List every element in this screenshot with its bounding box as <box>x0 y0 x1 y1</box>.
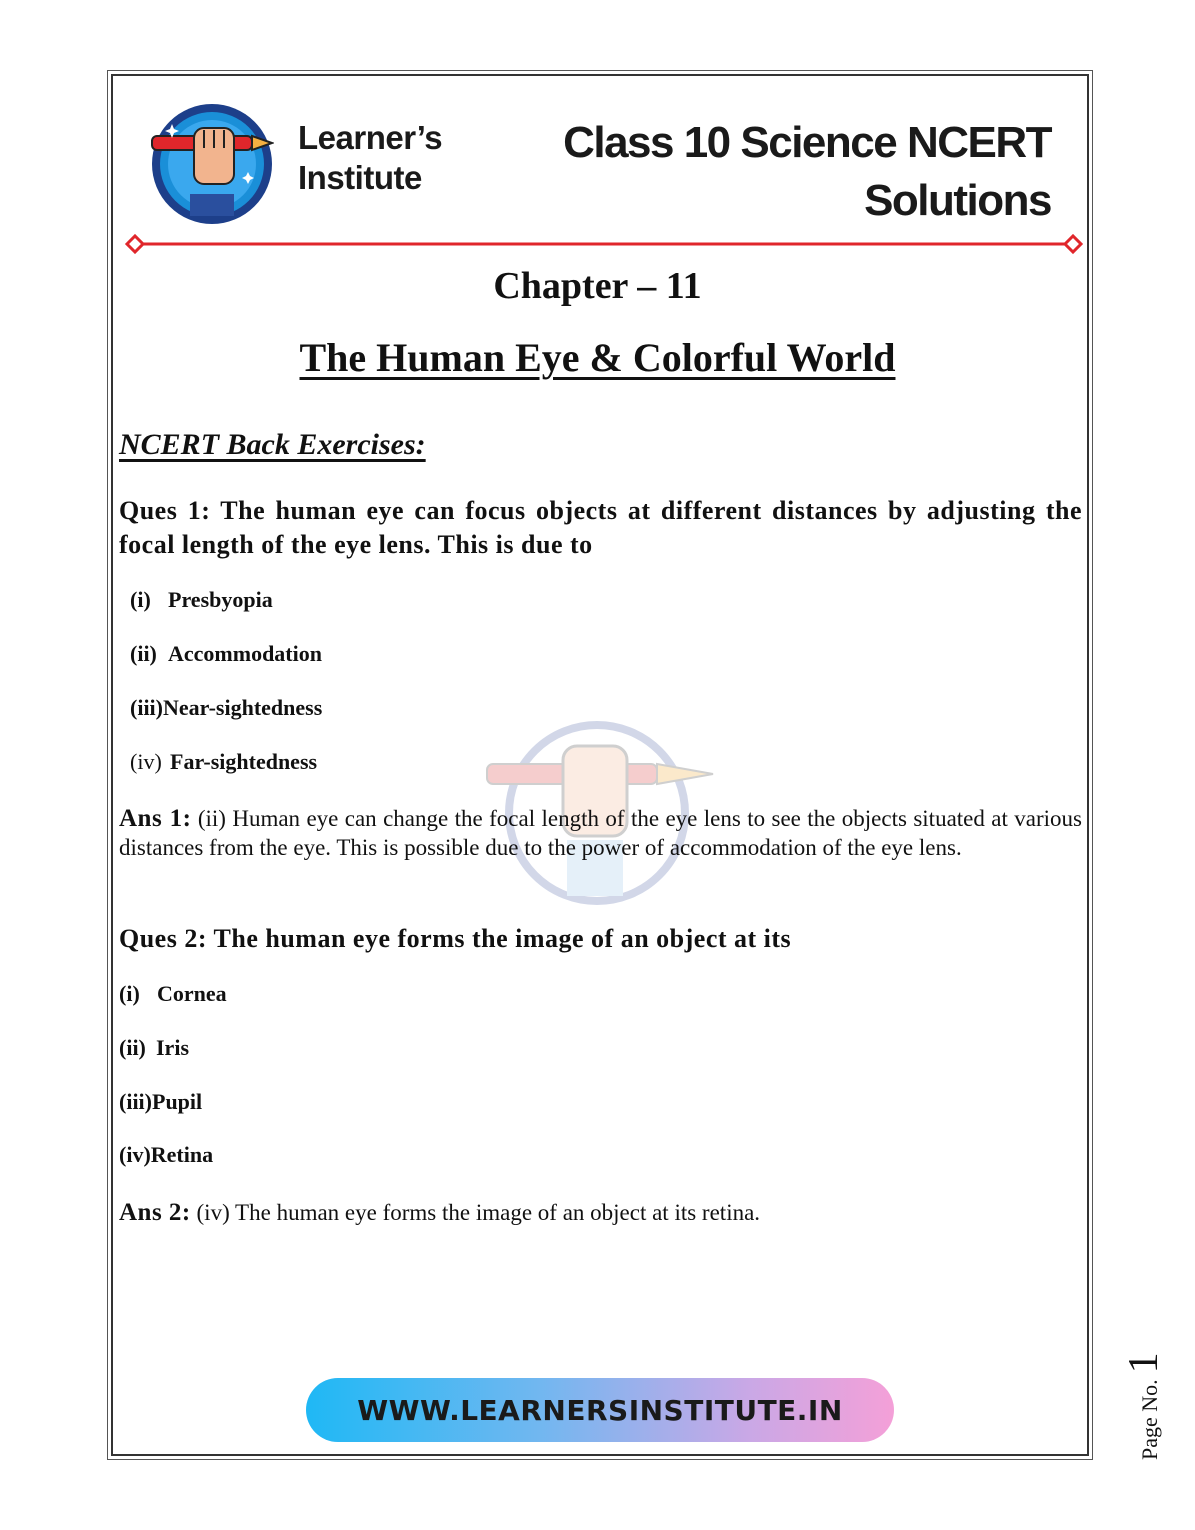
option-number: (i) <box>119 981 140 1006</box>
option-number: (i) <box>130 587 151 612</box>
question-2-option-1 <box>119 980 227 1008</box>
option-text: Pupil <box>152 1089 203 1114</box>
option-text: Cornea <box>157 981 227 1006</box>
website-link[interactable]: WWW.LEARNERSINSTITUTE.IN <box>306 1378 894 1442</box>
option-number: (iv) <box>130 749 162 774</box>
question-2-option-2 <box>119 1034 189 1062</box>
page-label: Page No. <box>1137 1379 1162 1460</box>
question-1: Ques 1: The human eye can focus objects at different distances by adjusting the focal length of the eye lens. This is due to <box>119 496 1082 559</box>
header-divider <box>124 233 1084 255</box>
brand-name <box>298 118 442 198</box>
answer-text: (ii) Human eye can change the focal length of the eye lens to see the objects situated at various distances from the eye. This is possible due to the power of accommodation of the eye lens. <box>119 806 1082 860</box>
chapter-title-text: The Human Eye & Colorful World <box>299 335 896 380</box>
section-heading: NCERT Back Exercises: <box>119 428 426 461</box>
option-number: (ii) <box>130 641 157 666</box>
question-1-option-1 <box>130 586 273 614</box>
option-text: Accommodation <box>168 641 322 666</box>
chapter-title <box>0 332 1195 384</box>
option-text: Retina <box>150 1142 214 1167</box>
option-number: (iii) <box>119 1089 152 1114</box>
option-text: Far-sightedness <box>170 749 318 774</box>
question-2: Ques 2: The human eye forms the image of an object at its <box>119 924 792 953</box>
question-1-option-3 <box>130 694 322 722</box>
option-text: Iris <box>156 1035 189 1060</box>
option-number: (ii) <box>119 1035 146 1060</box>
answer-text: (iv) The human eye forms the image of an object at its retina. <box>196 1200 761 1225</box>
brand-line-2: Institute <box>298 159 422 196</box>
question-2-option-4 <box>119 1141 213 1169</box>
option-number: (iii) <box>130 695 163 720</box>
page-number-value: 1 <box>1121 1352 1167 1374</box>
brand-line-1: Learner’s <box>298 119 443 156</box>
answer-2 <box>119 1198 1082 1227</box>
option-text: Presbyopia <box>168 587 273 612</box>
question-1-option-2 <box>130 640 322 668</box>
answer-1 <box>119 804 1082 862</box>
learners-institute-logo-icon <box>150 102 274 226</box>
document-title <box>563 114 1051 230</box>
answer-label: Ans 1: <box>119 805 192 832</box>
answer-label: Ans 2: <box>119 1199 191 1226</box>
document-title-line-1: Class 10 Science NCERT <box>563 118 1051 167</box>
page-number <box>1120 1352 1168 1460</box>
option-number: (iv) <box>119 1142 151 1167</box>
question-2-option-3 <box>119 1088 202 1116</box>
document-title-line-2: Solutions <box>864 176 1051 225</box>
question-1-option-4 <box>130 748 317 776</box>
option-text: Near-sightedness <box>163 695 323 720</box>
chapter-number: Chapter – 11 <box>493 265 702 307</box>
